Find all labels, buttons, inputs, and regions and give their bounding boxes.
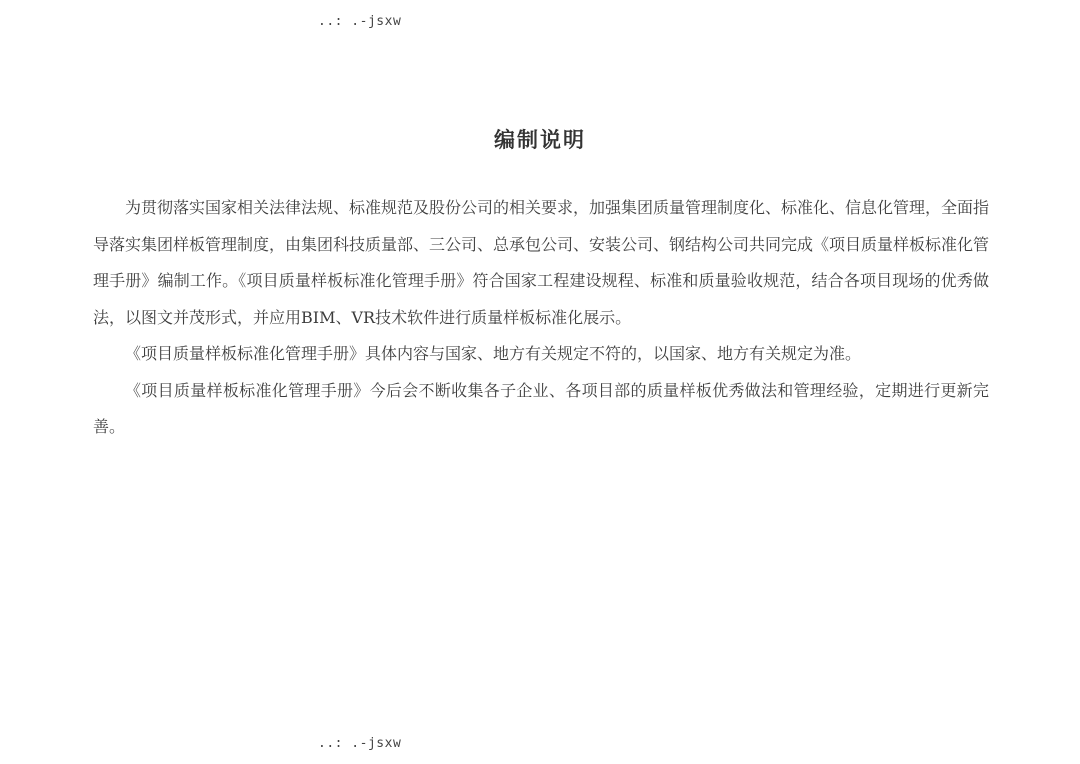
paragraph-precedence: 《项目质量样板标准化管理手册》具体内容与国家、地方有关规定不符的，以国家、地方有关规定为准。 xyxy=(125,344,862,363)
paragraph-updates: 《项目质量样板标准化管理手册》今后会不断收集各子企业、各项目部的质量样板优秀做法和管理经验，定期进行更新完善。 xyxy=(93,380,989,436)
footer-watermark: ..: .-jsxw xyxy=(318,736,402,751)
header-watermark: ..: .-jsxw xyxy=(318,14,402,29)
document-title: 编制说明 xyxy=(494,127,586,152)
paragraph-purpose: 为贯彻落实国家相关法律法规、标准规范及股份公司的相关要求，加强集团质量管理制度化、标准化、信息化管理，全面指导落实集团样板管理制度，由集团科技质量部、三公司、总承包公司、安装公司、钢结构公司共同完成《项目质量样板标准化管理手册》编制工作。《项目质量样板标准化管理手册》符合国家工程建设规程、标准和质量验收规范，结合各项目现场的优秀做法，以图文并茂形式，并应用BIM、VR技术软件进行质量样板标准化展示。 xyxy=(93,198,990,327)
document-body xyxy=(93,190,989,446)
